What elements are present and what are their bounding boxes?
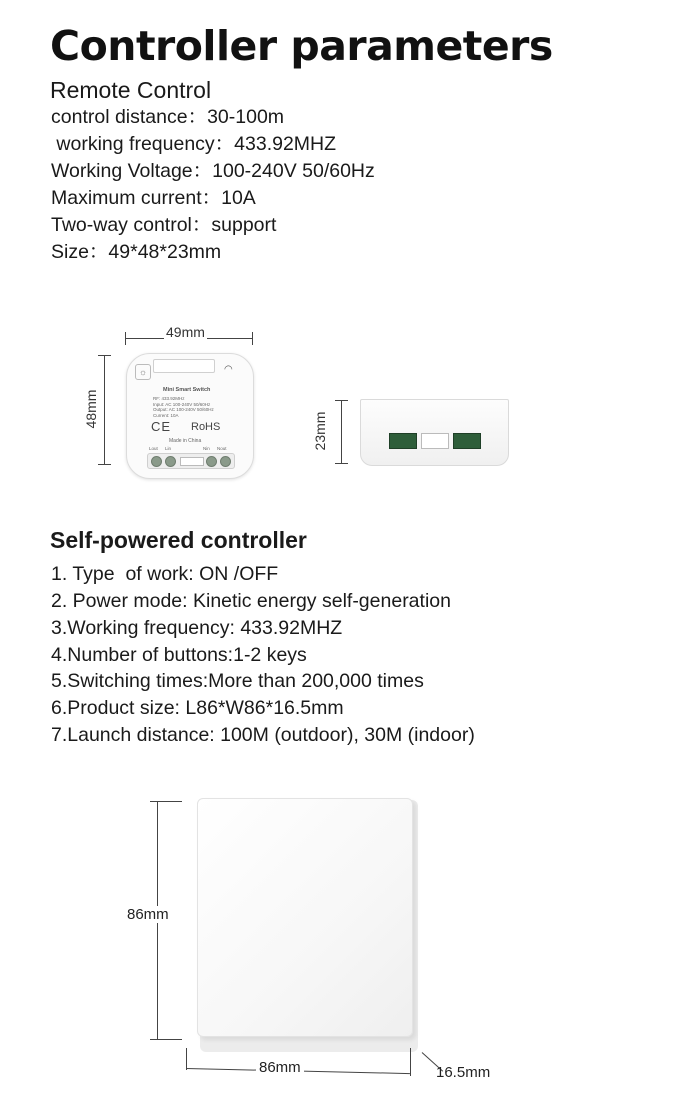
receiver-width-label: 49mm <box>166 324 205 340</box>
terminal-nout-label: Nout <box>217 446 227 451</box>
ce-mark: CE <box>151 419 172 434</box>
depth-dimension-tick-top <box>335 400 348 401</box>
receiver-side-figure <box>308 395 518 470</box>
width-dimension-tick-left <box>125 332 126 345</box>
receiver-label-specs <box>153 396 214 418</box>
height-dimension-tick-top <box>98 355 111 356</box>
side-terminal-right <box>453 433 481 449</box>
depth-dimension-line <box>341 400 342 463</box>
switch-figure <box>120 790 520 1090</box>
terminal-lout-label: Lout <box>149 446 158 451</box>
terminal-screw-3 <box>206 456 217 467</box>
terminal-screw-4 <box>220 456 231 467</box>
depth-dimension-tick-bottom <box>335 463 348 464</box>
feature-launch-distance: 7.Launch distance: 100M (outdoor), 30M (indoor) <box>51 724 475 746</box>
self-powered-heading: Self-powered controller <box>50 527 307 553</box>
receiver-height-label: 48mm <box>83 387 99 431</box>
switch-height-tick-top <box>150 801 182 802</box>
origin-text: Made in China <box>169 438 202 444</box>
feature-working-frequency: 3.Working frequency: 433.92MHZ <box>51 617 343 639</box>
switch-height-tick-bottom <box>150 1039 182 1040</box>
switch-width-tick-left <box>186 1048 187 1070</box>
receiver-body <box>126 353 254 479</box>
side-terminal-left <box>389 433 417 449</box>
label-rf: RF: 433.92MHz <box>153 396 185 401</box>
rohs-mark: RoHS <box>191 421 221 433</box>
receiver-front-figure <box>80 324 280 488</box>
spec-working-frequency: working frequency：433.92MHZ <box>51 133 337 155</box>
terminal-screw-1 <box>151 456 162 467</box>
spec-two-way-control: Two-way control：support <box>51 214 277 236</box>
width-dimension-tick-right <box>252 332 253 345</box>
light-icon: ☼ <box>135 364 151 380</box>
feature-number-of-buttons: 4.Number of buttons:1-2 keys <box>51 644 307 666</box>
label-output: Output: AC 100-240V 50/60Hz <box>153 407 214 412</box>
side-terminal-center <box>421 433 449 449</box>
page-title: Controller parameters <box>50 22 553 70</box>
terminal-nin-label: Nin <box>203 446 210 451</box>
switch-width-tick-right <box>410 1048 411 1076</box>
spec-control-distance: control distance：30-100m <box>51 106 285 128</box>
remote-control-heading: Remote Control <box>50 77 212 103</box>
terminal-center-clip <box>180 457 204 466</box>
receiver-label-name: Mini Smart Switch <box>163 387 211 393</box>
height-dimension-tick-bottom <box>98 464 111 465</box>
terminal-lin-label: Lin <box>165 446 172 451</box>
receiver-side-body <box>360 399 509 466</box>
switch-height-label: 86mm <box>127 906 169 923</box>
terminal-screw-2 <box>165 456 176 467</box>
receiver-depth-label: 23mm <box>312 409 328 453</box>
feature-power-mode: 2. Power mode: Kinetic energy self-generation <box>51 590 451 612</box>
feature-switching-times: 5.Switching times:More than 200,000 times <box>51 670 424 692</box>
terminal-strip <box>147 453 235 469</box>
spec-working-voltage: Working Voltage：100-240V 50/60Hz <box>51 160 375 182</box>
spec-maximum-current: Maximum current：10A <box>51 187 256 209</box>
label-input: Input: AC 100-240V 50/60Hz <box>153 401 211 407</box>
switch-width-label: 86mm <box>256 1059 304 1076</box>
receiver-top-tab <box>153 359 215 373</box>
height-dimension-line <box>104 355 105 465</box>
feature-product-size: 6.Product size: L86*W86*16.5mm <box>51 697 344 719</box>
feature-type-of-work: 1. Type of work: ON /OFF <box>51 563 279 585</box>
spec-size: Size：49*48*23mm <box>51 241 222 263</box>
label-current: Current: 10A <box>153 412 179 418</box>
switch-panel-face <box>197 798 413 1037</box>
wifi-icon: ◠ <box>224 364 233 375</box>
switch-depth-label: 16.5mm <box>436 1064 491 1081</box>
